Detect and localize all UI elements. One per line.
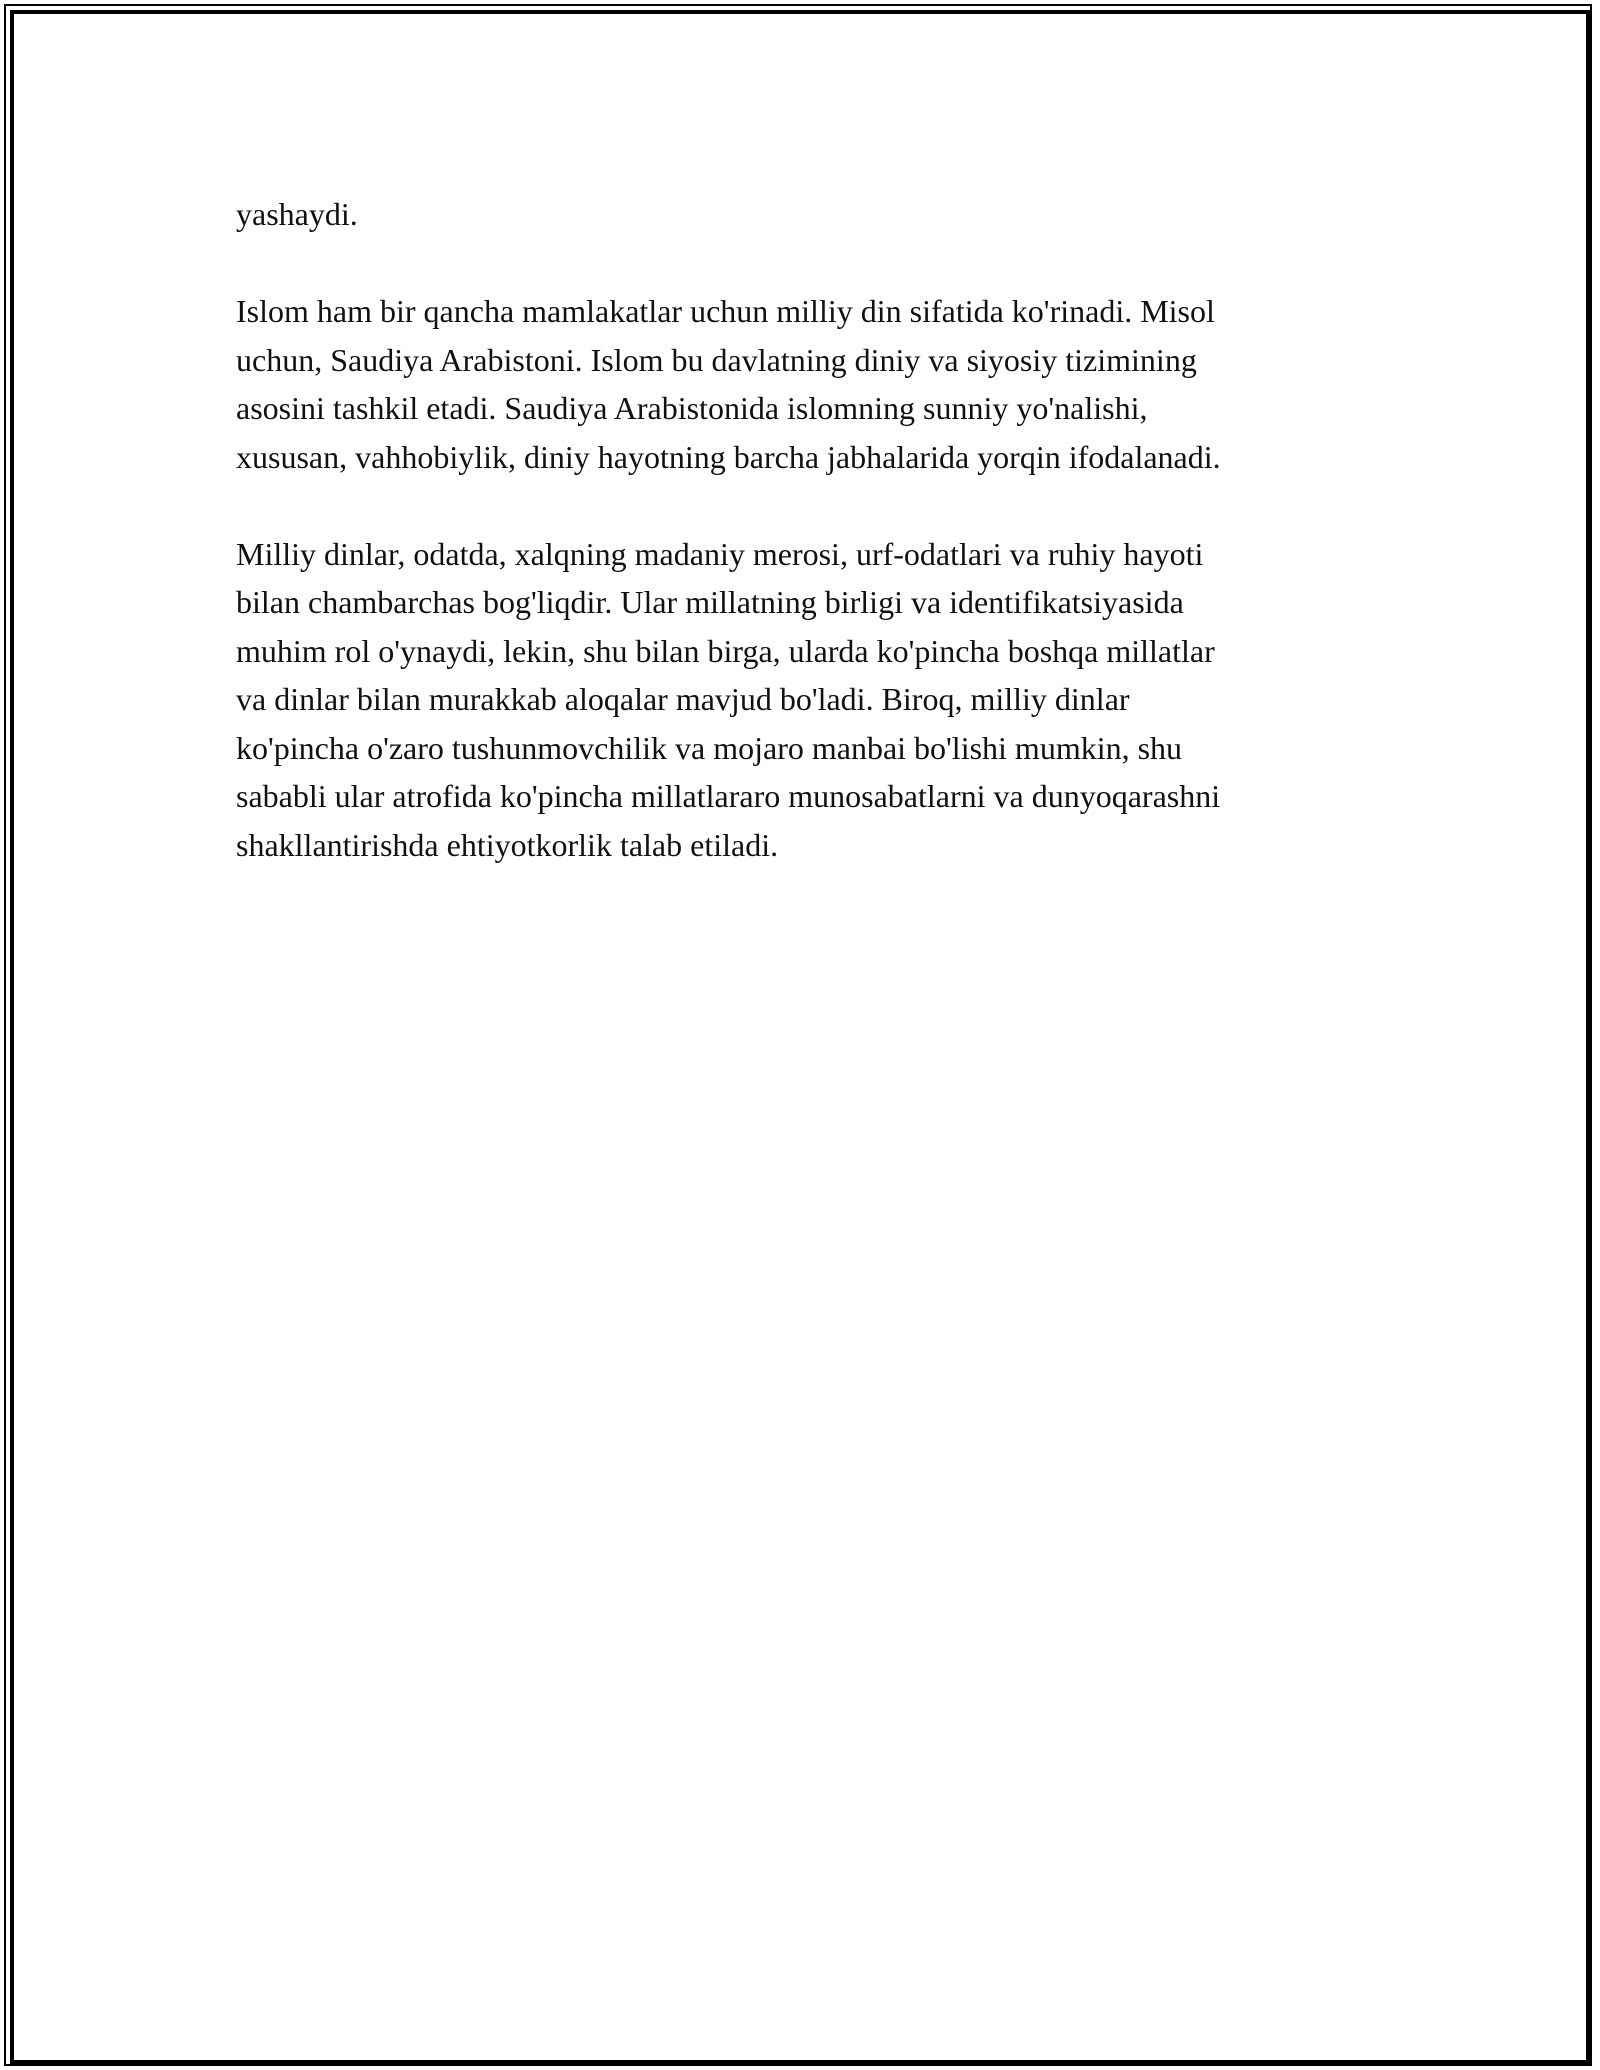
document-body: [236, 190, 1386, 869]
text-line: ko'pincha o'zaro tushunmovchilik va mojaro manbai bo'lishi mumkin, shu: [236, 729, 1183, 766]
paragraph-continuation: [236, 190, 1386, 239]
text-line: xususan, vahhobiylik, diniy hayotning barcha jabhalarida yorqin ifodalanadi.: [236, 438, 1221, 475]
text-line: va dinlar bilan murakkab aloqalar mavjud bo'ladi. Biroq, milliy dinlar: [236, 681, 1130, 717]
text-line: sababli ular atrofida ko'pincha millatlararo munosabatlarni va dunyoqarashni: [236, 778, 1221, 814]
text-line: Milliy dinlar, odatda, xalqning madaniy merosi, urf-odatlari va ruhiy hayoti: [236, 535, 1204, 572]
text-line: Islom ham bir qancha mamlakatlar uchun milliy din sifatida ko'rinadi. Misol: [236, 293, 1215, 329]
text-line: uchun, Saudiya Arabistoni. Islom bu davlatning diniy va siyosiy tizimining: [236, 341, 1197, 378]
paragraph-islam-national-religion: [236, 287, 1386, 481]
text-line: asosini tashkil etadi. Saudiya Arabistonida islomning sunniy yo'nalishi,: [236, 390, 1148, 426]
text-line: muhim rol o'ynaydi, lekin, shu bilan birga, ularda ko'pincha boshqa millatlar: [236, 632, 1215, 669]
text-line: bilan chambarchas bog'liqdir. Ular millatning birligi va identifikatsiyasida: [236, 584, 1184, 620]
text-line: yashaydi.: [236, 196, 358, 232]
paragraph-national-religions: [236, 530, 1386, 870]
text-line: shakllantirishda ehtiyotkorlik talab etiladi.: [236, 826, 779, 863]
